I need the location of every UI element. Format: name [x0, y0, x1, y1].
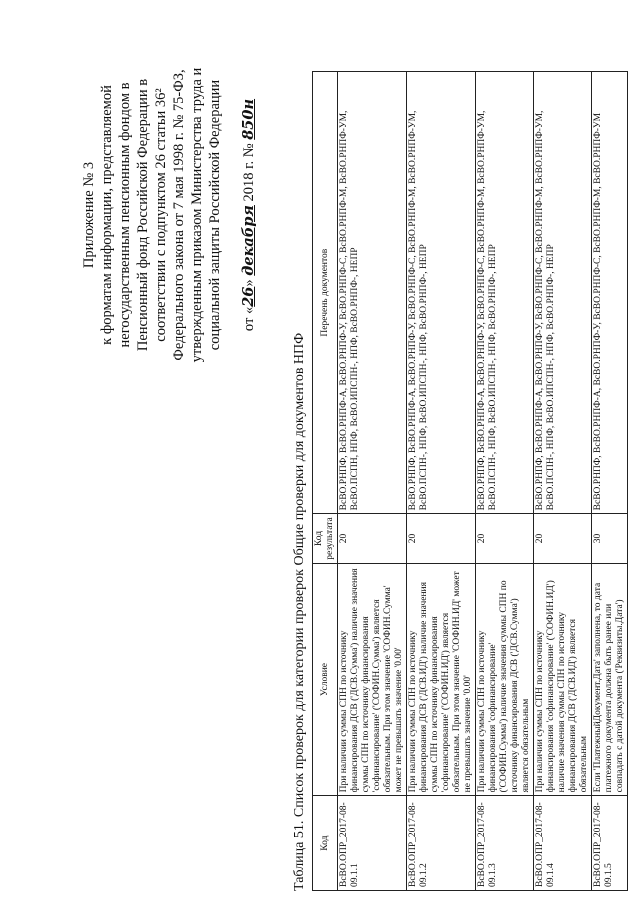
cell-documents: ВсВО.РНПФ, ВсВО.РНПФ-А, ВсВО.РНПФ-У, ВсВО.РНПФ-С, ВсВО.РНПФ-М, ВсВО.РНПФ-УМ, ВсВО.ПСПН-, НПФ, ВсВО.ИПСПН-, НПФ, ВсВО.РНПФ-, НЕПР [407, 72, 476, 514]
cell-code: ВсВО.ОПР_2017-08-09.1.1 [338, 796, 407, 891]
header-line: социальной защиты Российской Федерации [207, 79, 223, 351]
cell-documents: ВсВО.РНПФ, ВсВО.РНПФ-А, ВсВО.РНПФ-У, ВсВО.РНПФ-С, ВсВО.РНПФ-М, ВсВО.РНПФ-УМ [592, 72, 628, 514]
header-line: утвержденным приказом Министерства труда и [189, 67, 205, 363]
header-line: Пенсионный фонд Российской Федерации в [135, 78, 151, 352]
date-year: 2018 г. № [241, 139, 257, 206]
cell-condition: При наличии суммы СПН по источнику финансирования ДСВ ('ДСВ.Сумма') наличие значения суммы СПН по источнику финансирования 'софинансирование' ('СОФИН.Сумма') является обязательным. При этом значение 'СОФИН.Сумма' может не превышать значение '0.00' [338, 563, 407, 796]
header-line: Приложение № 3 [81, 161, 97, 269]
cell-documents: ВсВО.РНПФ, ВсВО.РНПФ-А, ВсВО.РНПФ-У, ВсВО.РНПФ-С, ВсВО.РНПФ-М, ВсВО.РНПФ-УМ, ВсВО.ПСПН, НПФ, ВсВО.ИПСПН-, НПФ, ВсВО.РНПФ-, НЕПР [338, 72, 407, 514]
table-row [534, 72, 592, 891]
column-header-result: Код результата [313, 514, 338, 563]
column-header-condition: Условие [313, 563, 338, 796]
cell-result: 20 [407, 514, 476, 563]
cell-code: ВсВО.ОПР_2017-08-09.1.4 [534, 796, 592, 891]
cell-result: 20 [534, 514, 592, 563]
table-header-row [313, 72, 338, 891]
cell-condition: При наличии суммы СПН по источнику финансирования 'софинансирование' ('СОФИН.Сумма') наличие значения суммы СПН по источнику финансирования ДСВ ('ДСВ.Сумма') является обязательным [476, 563, 534, 796]
order-number: 850н [240, 98, 257, 140]
header-line: Федерального закона от 7 мая 1998 г. № 75-ФЗ, [171, 69, 187, 361]
column-header-documents: Перечень документов [313, 72, 338, 514]
header-line: соответствии с подпунктом 26 статьи 36² [153, 88, 169, 342]
date-day: 26 [240, 286, 257, 307]
cell-documents: ВсВО.РНПФ, ВсВО.РНПФ-А, ВсВО.РНПФ-У, ВсВО.РНПФ-С, ВсВО.РНПФ-М, ВсВО.РНПФ-УМ, ВсВО.ПСПН-, НПФ, ВсВО.ИПСПН-, НПФ, ВсВО.РНПФ-, НЕПР [476, 72, 534, 514]
date-prefix: от « [241, 306, 257, 332]
table-title: Таблица 51. Список проверок для категории проверок Общие проверки для документов НПФ [292, 332, 307, 891]
table-row [407, 72, 476, 891]
cell-condition: При наличии суммы СПН по источнику финансирования 'софинансирование' ('СОФИН.ИД') наличие значения суммы СПН по источнику финансирования ДСВ ('ДСВ.ИД') является обязательным [534, 563, 592, 796]
cell-documents: ВсВО.РНПФ, ВсВО.РНПФ-А, ВсВО.РНПФ-У, ВсВО.РНПФ-С, ВсВО.РНПФ-М, ВсВО.РНПФ-УМ, ВсВО.ПСПН-, НПФ, ВсВО.ИПСПН-, НПФ, ВсВО.РНПФ-, НЕПР [534, 72, 592, 514]
cell-condition: При наличии суммы СПН по источнику финансирования ДСВ ('ДСВ.ИД') наличие значения суммы СПН по источнику финансирования 'софинансирование' ('СОФИН.ИД') является обязательным. При этом значение 'СОФИН.ИД' может не превышать значение '0.00' [407, 563, 476, 796]
cell-result: 20 [338, 514, 407, 563]
header-line: негосударственным пенсионным фондом в [117, 82, 133, 348]
date-mid: » [241, 275, 257, 287]
cell-code: ВсВО.ОПР_2017-08-09.1.2 [407, 796, 476, 891]
table-row [338, 72, 407, 891]
cell-condition: Если 'ПлатежныйДокумент.Дата' заполнена, то дата платежного документа должна быть ранее или совпадать с датой документа ('Реквизиты.Дата') [592, 563, 628, 796]
checks-table [312, 71, 628, 891]
cell-code: ВсВО.ОПР_2017-08-09.1.3 [476, 796, 534, 891]
order-date-line [240, 45, 258, 385]
appendix-header [80, 45, 258, 385]
cell-code: ВсВО.ОПР_2017-08-09.1.5 [592, 796, 628, 891]
table-row [592, 72, 628, 891]
column-header-code: Код [313, 796, 338, 891]
cell-result: 20 [476, 514, 534, 563]
date-month: декабря [240, 205, 257, 276]
table-row [476, 72, 534, 891]
header-line: к форматам информации, представляемой [99, 85, 115, 345]
cell-result: 30 [592, 514, 628, 563]
